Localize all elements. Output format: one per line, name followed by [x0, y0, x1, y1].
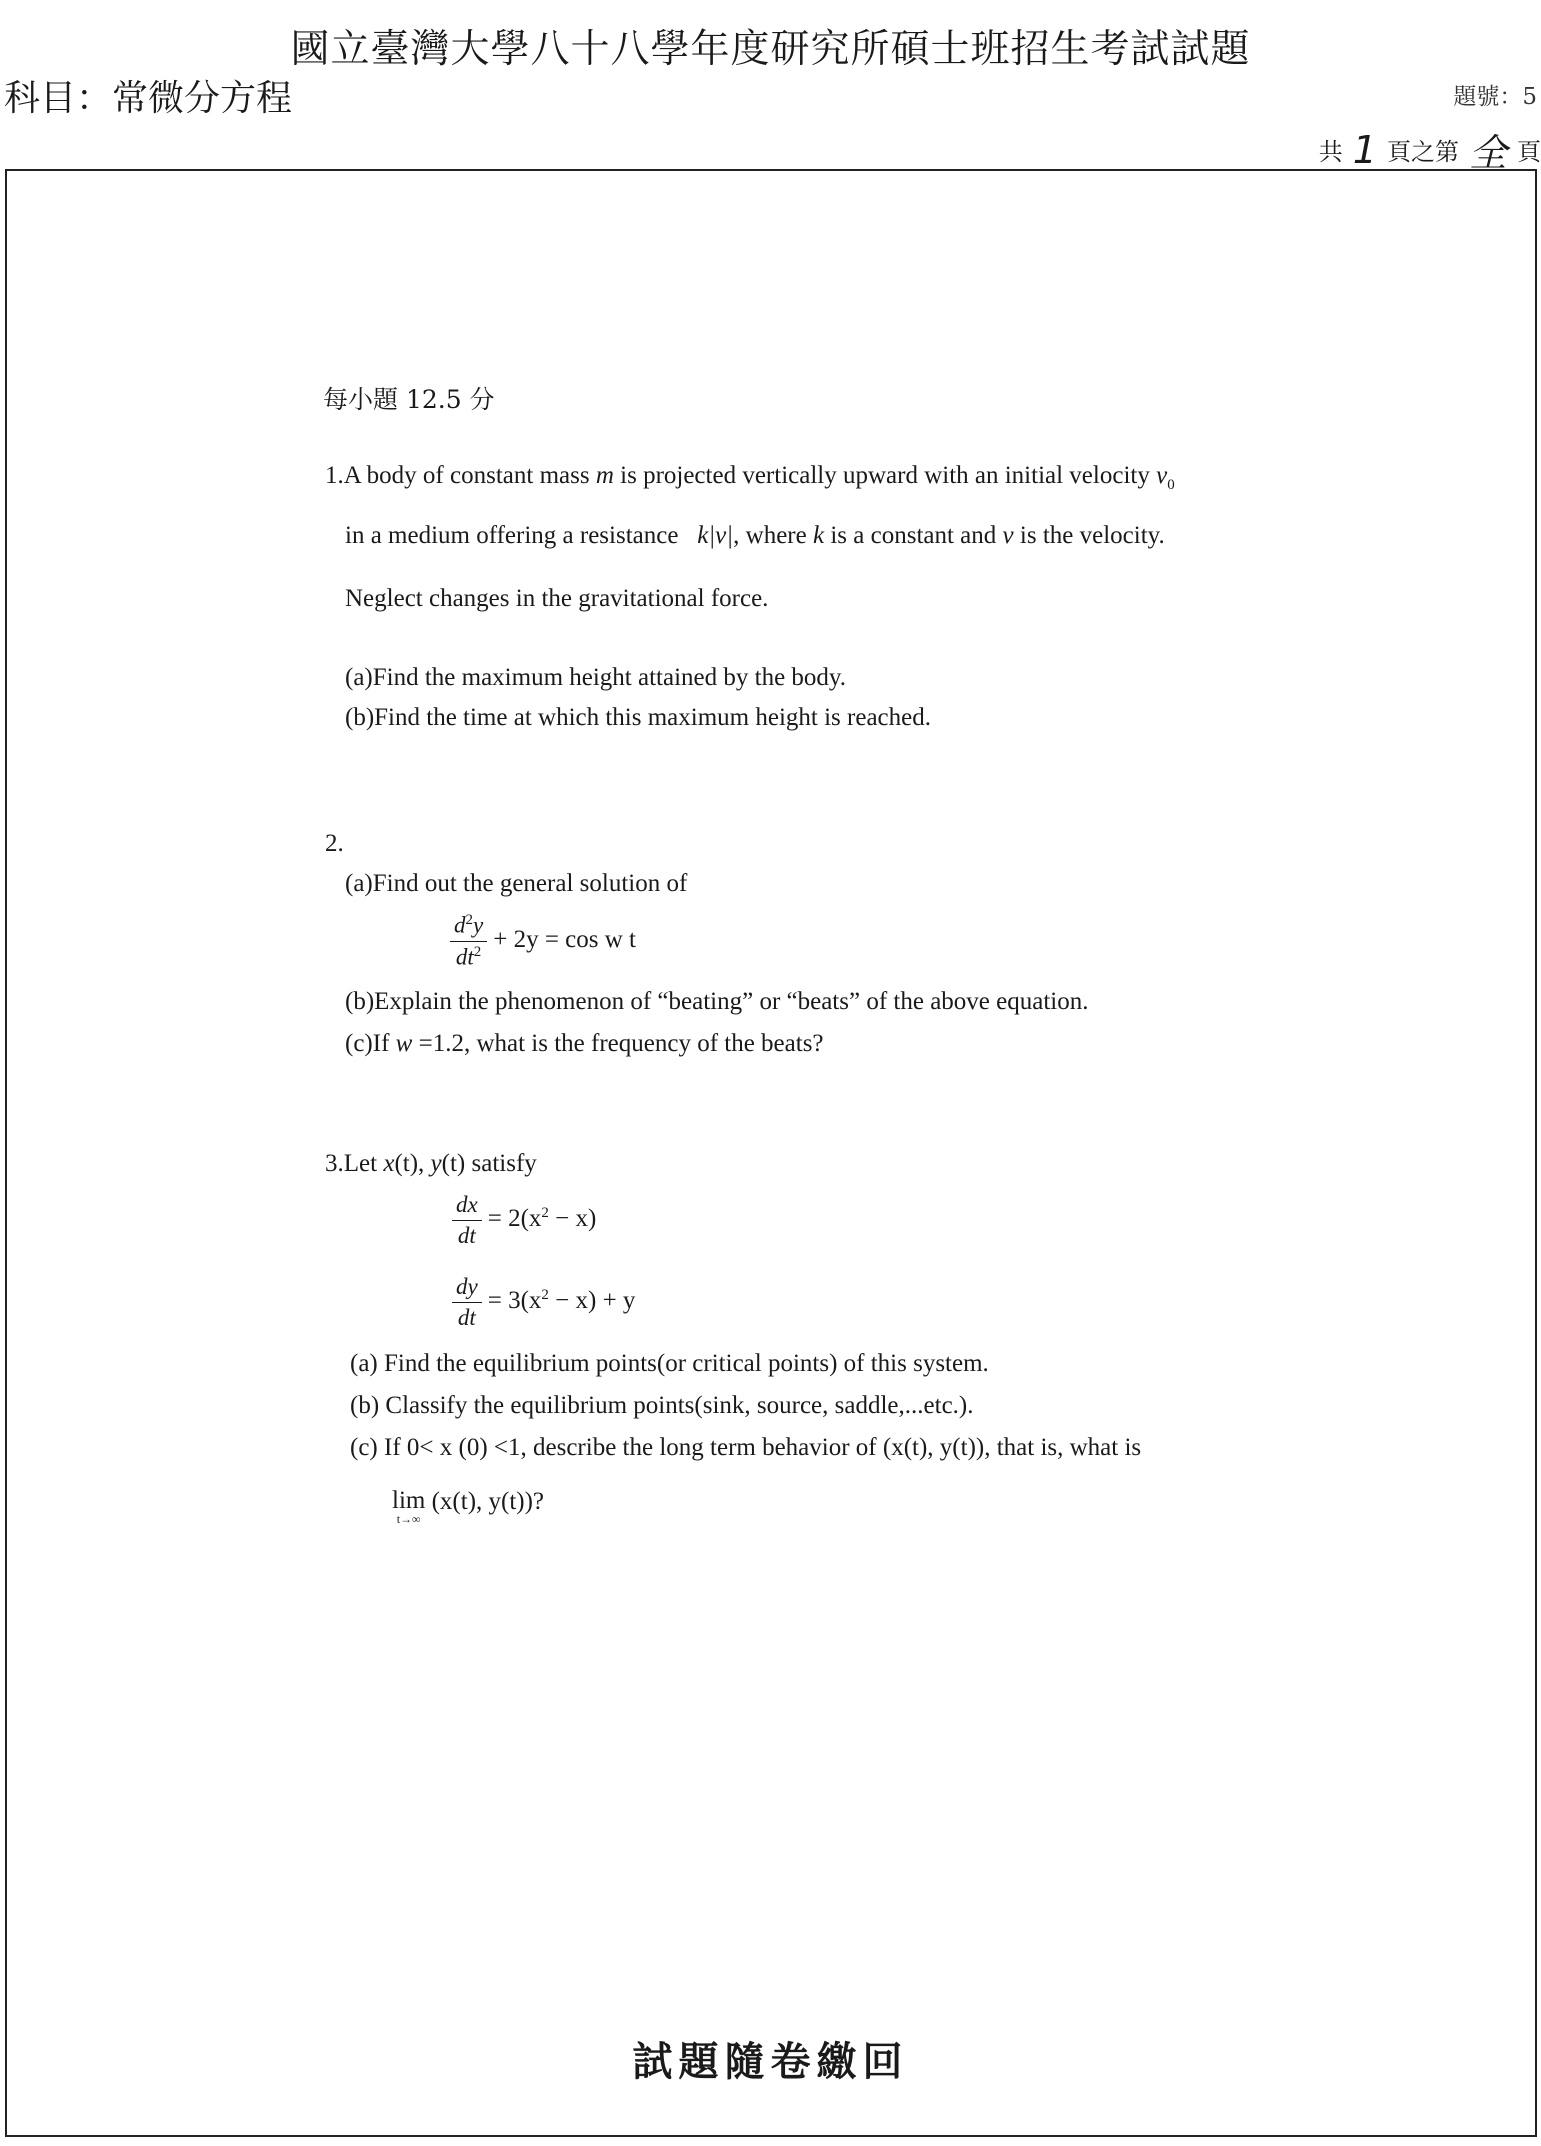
q1-var-v0: v [1156, 462, 1168, 489]
q3-part-a: (a) Find the equilibrium points(or critical points) of this system. [350, 1350, 989, 1377]
q2-number: 2. [325, 830, 344, 857]
q1-part-a: (a)Find the maximum height attained by the body. [345, 664, 847, 691]
pages-total-prefix: 共 [1318, 138, 1343, 166]
q2-eq-rest: + 2y = cos w t [493, 925, 636, 953]
limit-operator [392, 1488, 425, 1525]
q3-eq2-sup: 2 [541, 1286, 549, 1303]
q1-line1 [325, 462, 1175, 494]
q2-num-d: d [454, 912, 466, 938]
q3-eq2-den: dt [457, 1305, 476, 1330]
q2-fraction [450, 912, 487, 970]
question-number-label: 題號： [1453, 84, 1523, 110]
q1-part-b: (b)Find the time at which this maximum height is reached. [345, 704, 931, 731]
q1-line2 [345, 522, 1165, 550]
q1-var-v: v [1002, 522, 1014, 549]
q3-intro-a: Let [343, 1150, 384, 1177]
q1-text-e: is a constant and [824, 522, 1003, 549]
q1-text-f: is the velocity. [1013, 522, 1165, 549]
question-number [1453, 78, 1537, 111]
q3-eq1-num: dx [456, 1192, 478, 1217]
q1-var-k: k [697, 522, 709, 549]
q3-eq1-den: dt [457, 1223, 476, 1248]
pages-total-value: 1 [1352, 127, 1377, 172]
limit-subscript: t→∞ [396, 1512, 421, 1526]
q2-c-var-w: w [395, 1030, 413, 1057]
q1-text-a: A body of constant mass [343, 462, 596, 489]
q1-text-d: , where [733, 522, 813, 549]
q1-var-k2: k [812, 522, 825, 549]
q1-text-b: is projected vertically upward with an initial velocity [613, 462, 1157, 489]
q3-equation-2 [452, 1274, 635, 1331]
q2-equation [450, 912, 636, 970]
q1-text-c: in a medium offering a resistance [345, 522, 685, 549]
q1-line3: Neglect changes in the gravitational force. [345, 585, 769, 612]
pages-current-value: 全 [1468, 131, 1507, 175]
q2-part-a: (a)Find out the general solution of [345, 870, 688, 897]
q2-part-c [345, 1030, 824, 1058]
limit-word: lim [392, 1487, 426, 1514]
q2-c-text-b: =1.2, what is the frequency of the beats? [412, 1030, 824, 1057]
q3-part-b: (b) Classify the equilibrium points(sink, source, saddle,...etc.). [350, 1392, 974, 1419]
question-number-value: 5 [1522, 84, 1537, 110]
footer-note: 試題隨卷繳回 [632, 2038, 909, 2085]
q3-equation-1 [452, 1192, 596, 1249]
q3-limit [392, 1488, 544, 1525]
pages-suffix: 頁 [1517, 138, 1541, 166]
q2-num-y: y [473, 912, 484, 938]
q3-intro-x: x [383, 1150, 395, 1177]
q3-eq2-fraction [452, 1274, 482, 1331]
exam-title: 國立臺灣大學八十八學年度研究所碩士班招生考試試題 [290, 27, 1251, 72]
q3-intro-b: (t), [394, 1150, 431, 1177]
q3-number: 3. [325, 1150, 344, 1177]
subject-label: 科目：常微分方程 [4, 78, 293, 119]
q3-eq2-rest-b: − x) + y [548, 1287, 636, 1315]
q2-den-sup: 2 [473, 943, 482, 960]
q1-number: 1. [325, 462, 344, 489]
q3-eq2-num: dy [456, 1274, 478, 1299]
q3-eq2-rest-a: = 3(x [487, 1287, 542, 1315]
q3-eq1-fraction [452, 1192, 482, 1249]
points-note: 每小題 12.5 分 [323, 385, 495, 414]
q2-num-sup: 2 [465, 912, 473, 928]
q3-eq1-sup: 2 [541, 1204, 549, 1221]
q1-var-m: m [595, 462, 614, 489]
limit-expression: (x(t), y(t))? [431, 1488, 545, 1515]
q3-intro-c: (t) satisfy [441, 1150, 537, 1177]
q3-eq1-rest-b: − x) [548, 1205, 597, 1233]
q1-var-v0-sub: 0 [1167, 477, 1175, 493]
q3-part-c: (c) If 0< x (0) <1, describe the long term behavior of (x(t), y(t)), that is, what is [350, 1434, 1142, 1461]
q3-intro [325, 1150, 537, 1178]
q2-c-text-a: (c)If [345, 1030, 396, 1057]
q1-abs-v: |v| [708, 522, 734, 549]
q3-intro-y: y [430, 1150, 442, 1177]
q3-eq1-rest-a: = 2(x [487, 1205, 542, 1233]
pages-mid-text: 頁之第 [1386, 138, 1459, 166]
q2-den-dt: dt [455, 944, 474, 970]
q2-part-b: (b)Explain the phenomenon of “beating” or “beats” of the above equation. [345, 988, 1089, 1015]
